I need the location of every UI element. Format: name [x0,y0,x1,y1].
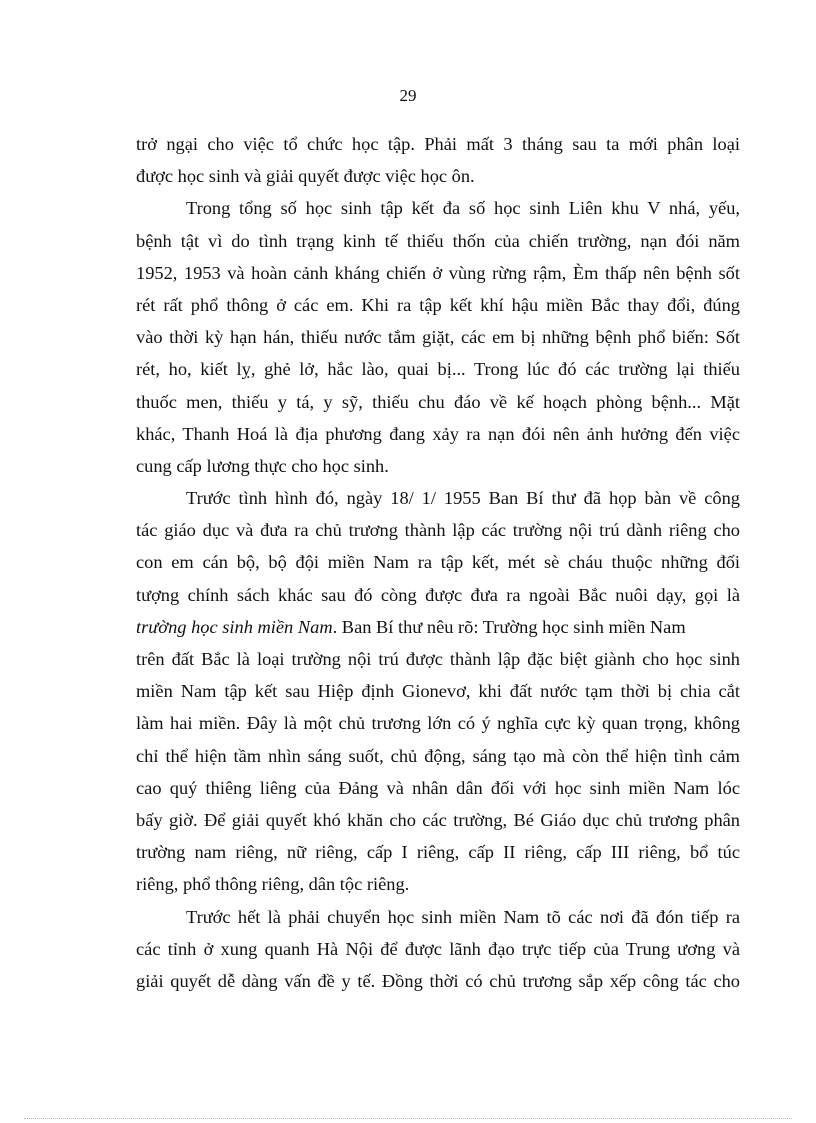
text-line: rét rất phổ thông ở các em. Khi ra tập kết khí hậu miền Bắc thay đổi, đúng [136,294,740,315]
text-line: thuốc men, thiếu y tá, y sỹ, thiếu chu đáo về kế hoạch phòng bệnh... Mặt [136,391,740,412]
text-line: cao quý thiêng liêng của Đảng và nhân dân đối với học sinh miền Nam lóc [136,777,740,798]
text-line: 1952, 1953 và hoàn cảnh kháng chiến ở vùng rừng rậm, Èm thấp nên bệnh sốt [136,262,740,283]
text-line: riêng, phổ thông riêng, dân tộc riêng. [136,874,410,895]
page-bottom-divider [24,1118,792,1119]
text-line: tượng chính sách khác sau đó còng được đưa ra ngoài Bắc nuôi dạy, gọi là [136,584,740,605]
body-text [136,128,740,997]
paragraph-first-line: Trước hết là phải chuyển học sinh miền Nam tõ các nơi đã đón tiếp ra [186,906,740,927]
text-line: trên đất Bắc là loại trường nội trú được thành lập đặc biệt giành cho học sinh [136,649,740,669]
text-line: trở ngại cho việc tổ chức học tập. Phải mất 3 tháng sau ta mới phân loại [136,134,740,154]
text-line: tác giáo dục và đưa ra chủ trương thành lập các trường nội trú dành riêng cho [136,520,740,541]
text-line: làm hai miền. Đây là một chủ trương lớn có ý nghĩa cực kỳ quan trọng, không [136,713,740,734]
text-line: miền Nam tập kết sau Hiệp định Gionevơ, khi đất nước tạm thời bị chia cắt [136,681,740,702]
italic-term: trường học sinh miền Nam [136,616,333,637]
text-line: chỉ thể hiện tầm nhìn sáng suốt, chủ động, sáng tạo mà còn thể hiện tình cảm [136,745,740,766]
text-line: vào thời kỳ hạn hán, thiếu nước tắm giặt, các em bị những bệnh phổ biến: Sốt [136,327,740,348]
text-span: . Ban Bí thư nêu rõ: Trường học sinh miền Nam [332,616,686,637]
text-line: con em cán bộ, bộ đội miền Nam ra tập kết, mét sè cháu thuộc những đối [136,552,740,573]
text-line: bấy giờ. Để giải quyết khó khăn cho các trường, Bé Giáo dục chủ trương phân [136,809,740,830]
text-line: được học sinh và giải quyết được việc học ôn. [136,166,475,187]
page-number: 29 [399,86,417,105]
text-line: rét, ho, kiết lỵ, ghẻ lở, hắc lào, quai bị... Trong lúc đó các trường lại thiếu [136,359,740,380]
text-line: trường nam riêng, nữ riêng, cấp I riêng, cấp II riêng, cấp III riêng, bổ túc [136,842,740,863]
text-line: bệnh tật vì do tình trạng kinh tế thiếu thốn của chiến trường, nạn đói năm [136,230,740,251]
text-line: các tỉnh ở xung quanh Hà Nội để được lãnh đạo trực tiếp của Trung ương và [136,938,740,959]
text-line: cung cấp lương thực cho học sinh. [136,455,389,476]
paragraph-first-line: Trước tình hình đó, ngày 18/ 1/ 1955 Ban Bí thư đã họp bàn về công [186,488,740,509]
text-line-mixed [136,611,740,643]
text-line: khác, Thanh Hoá là địa phương đang xảy ra nạn đói nên ảnh hưởng đến việc [136,423,740,444]
paragraph-first-line: Trong tổng số học sinh tập kết đa số học sinh Liên khu V nhá, yếu, [186,198,740,219]
text-line: giải quyết dễ dàng vấn đề y tế. Đồng thời có chủ trương sắp xếp công tác cho [136,970,740,991]
